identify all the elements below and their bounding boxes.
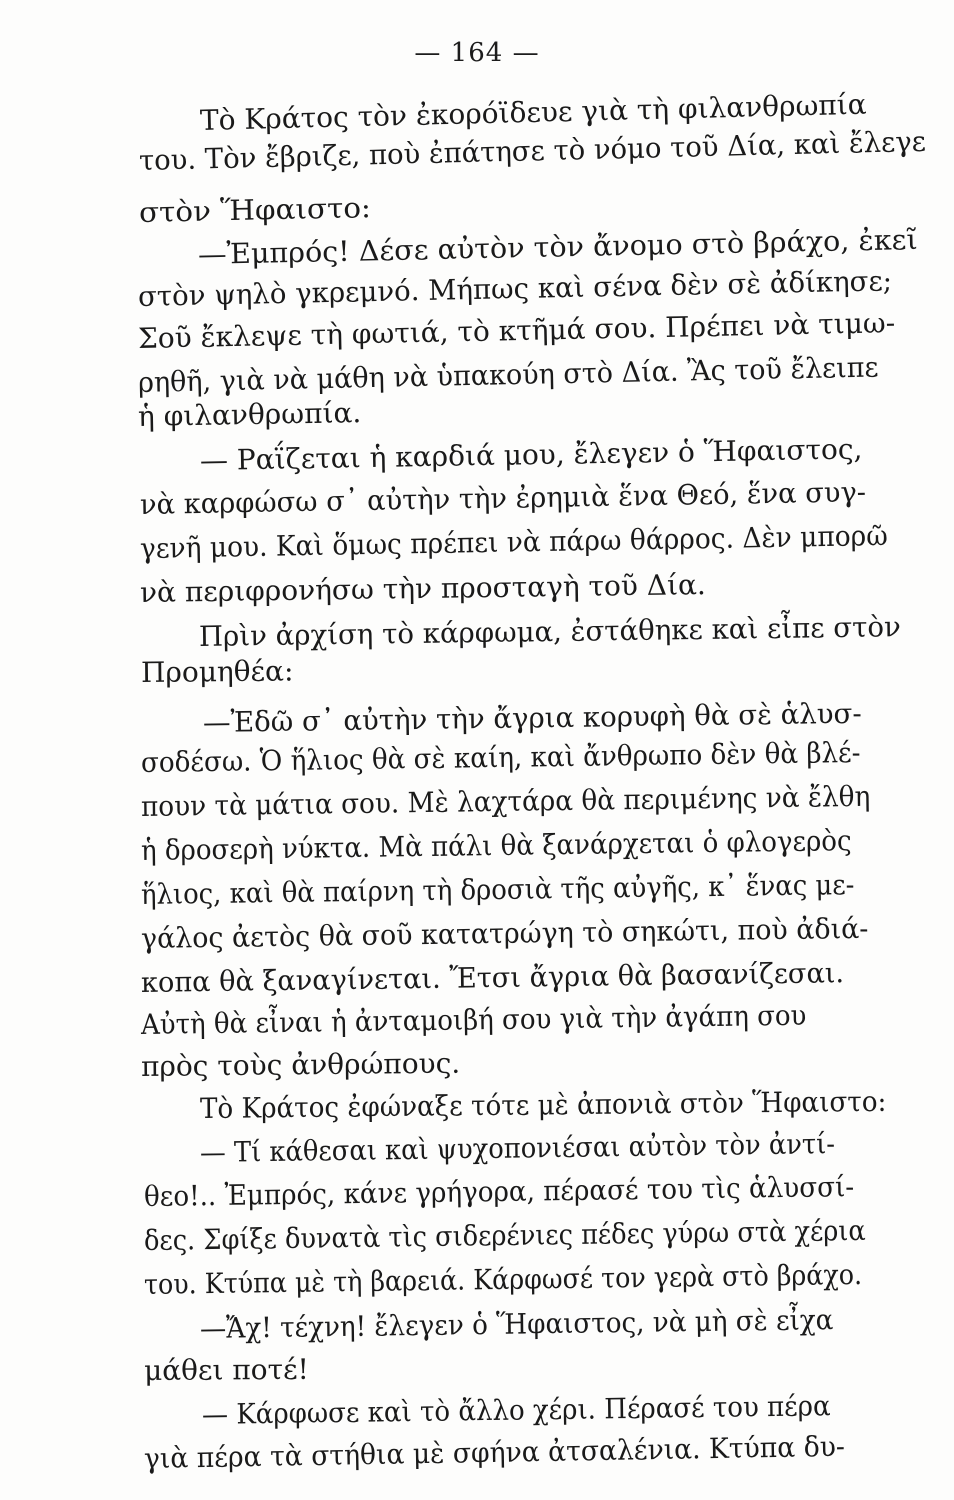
text-line: —Ἐμπρός! Δέσε αὐτὸν τὸν ἄνομο στὸ βράχο, ἐκεῖ — [197, 222, 918, 271]
text-line: νὰ καρφώσω σ᾽ αὐτὴν τὴν ἐρημιὰ ἕνα Θεό, ἕνα συγ- — [139, 475, 867, 521]
text-line: σοδέσω. Ὁ ἥλιος θὰ σὲ καίη, καὶ ἄνθρωπο δὲν θὰ βλέ- — [140, 735, 861, 779]
text-line: —Ἄχ! τέχνη! ἔλεγεν ὁ Ἥφαιστος, νὰ μὴ σὲ εἶχα — [199, 1303, 834, 1345]
text-line: Αὐτὴ θὰ εἶναι ἡ ἀνταμοιβή σου γιὰ τὴν ἀγάπη σου — [140, 998, 807, 1041]
text-line: πρὸς τοὺς ἀνθρώπους. — [140, 1046, 461, 1083]
text-line: Τὸ Κράτος ἐφώναξε τότε μὲ ἀπονιὰ στὸν Ἥφαιστο: — [199, 1084, 887, 1125]
text-line: γάλος ἀετὸς θὰ σοῦ κατατρώγη τὸ σηκώτι, ποὺ ἀδιά- — [140, 911, 869, 955]
text-line: του. Κτύπα μὲ τὴ βαρειά. Κάρφωσέ τον γερὰ στὸ βράχο. — [143, 1257, 863, 1301]
text-line: ἥλιος, καὶ θὰ παίρνη τὴ δροσιὰ τῆς αὐγῆς, κ᾽ ἕνας με- — [140, 868, 855, 911]
text-line: νὰ περιφρονήσω τὴν προσταγὴ τοῦ Δία. — [139, 568, 707, 609]
text-line: Τὸ Κράτος τὸν ἐκορόϊδευε γιὰ τὴ φιλανθρωπία — [199, 87, 867, 137]
text-line: στὸν Ἥφαιστο: — [138, 191, 372, 229]
text-line: ρηθῆ, γιὰ νὰ μάθη νὰ ὑπακούη στὸ Δία. Ἂς τοῦ ἔλειπε — [137, 350, 879, 399]
text-line: —Ἐδῶ σ᾽ αὐτὴν τὴν ἄγρια κορυφὴ θὰ σὲ ἁλυσ- — [202, 696, 862, 739]
text-line: Πρὶν ἀρχίση τὸ κάρφωμα, ἐστάθηκε καὶ εἶπε στὸν — [198, 610, 901, 653]
text-line: του. Τὸν ἔβριζε, ποὺ ἐπάτησε τὸ νόμο τοῦ Δία, καὶ ἔλεγε — [138, 124, 927, 177]
text-line: θεο!.. Ἐμπρός, κάνε γρήγορα, πέρασέ του τὶς ἁλυσσί- — [143, 1170, 855, 1213]
text-line: Σοῦ ἔκλεψε τὴ φωτιά, τὸ κτῆμά σου. Πρέπει νὰ τιμω- — [137, 306, 896, 355]
text-line: στὸν ψηλὸ γκρεμνό. Μήπως καὶ σένα δὲν σὲ ἀδίκησε; — [137, 264, 893, 313]
text-line: — Τί κάθεσαι καὶ ψυχοπονιέσαι αὐτὸν τὸν ἀντί- — [199, 1127, 836, 1169]
text-line: γενῆ μου. Καὶ ὅμως πρέπει νὰ πάρω θάρρος. Δὲν μπορῶ — [139, 518, 889, 565]
text-line: μάθει ποτέ! — [143, 1352, 309, 1387]
text-line: — Ραΐζεται ἡ καρδιά μου, ἔλεγεν ὁ Ἥφαιστος, — [199, 432, 863, 477]
text-line: Προμηθέα: — [140, 654, 294, 689]
text-line: δες. Σφίξε δυνατὰ τὶς σιδερένιες πέδες γύρω στὰ χέρια — [143, 1213, 866, 1257]
text-line: γιὰ πέρα τὰ στήθια μὲ σφήνα ἀτσαλένια. Κτύπα δυ- — [143, 1429, 846, 1475]
text-line: ἡ δροσερὴ νύκτα. Μὰ πάλι θὰ ξανάρχεται ὁ φλογερὸς — [140, 824, 852, 867]
text-line: — Κάρφωσε καὶ τὸ ἄλλο χέρι. Πέρασέ του πέρα — [201, 1389, 831, 1431]
text-line: ἡ φιλανθρωπία. — [137, 396, 362, 433]
text-line: κοπα θὰ ξαναγίνεται. Ἔτσι ἄγρια θὰ βασανίζεσαι. — [140, 956, 845, 999]
page-number: — 164 — — [414, 38, 540, 68]
text-line: πουν τὰ μάτια σου. Μὲ λαχτάρα θὰ περιμένης νὰ ἔλθη — [140, 779, 871, 823]
